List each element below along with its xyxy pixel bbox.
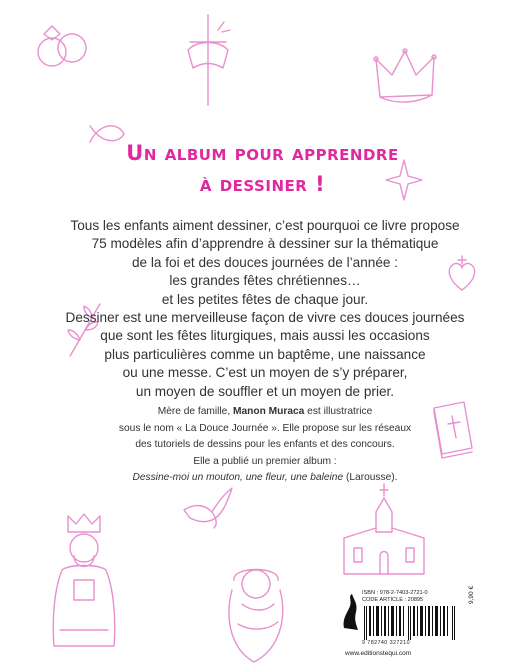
church-icon bbox=[336, 482, 432, 582]
bio-line-5 bbox=[110, 470, 420, 487]
description-line: et les petites fêtes de chaque jour. bbox=[161, 291, 369, 307]
bible-icon bbox=[428, 398, 478, 460]
cross-with-drape-icon bbox=[178, 10, 238, 110]
publisher-logo-icon bbox=[340, 592, 360, 632]
author-name: Manon Muraca bbox=[233, 406, 305, 417]
album-title: Dessine-moi un mouton, une fleur, une baleine bbox=[132, 472, 344, 484]
bio-intro: Mère de famille, bbox=[157, 406, 234, 417]
description-line: 75 modèles afin d’apprendre à dessiner sur la thématique bbox=[91, 236, 439, 252]
bio-line-1 bbox=[110, 404, 420, 421]
book-description bbox=[60, 217, 470, 401]
author-bio bbox=[110, 404, 420, 487]
description-line: plus particulières comme un baptême, une naissance bbox=[104, 346, 426, 362]
bio-role: est illustratrice bbox=[304, 406, 373, 417]
barcode-digits: 9 782740 327210 bbox=[362, 640, 410, 646]
bio-line-3: des tutoriels de dessins pour les enfants et des concours. bbox=[135, 439, 395, 451]
isbn-block bbox=[340, 585, 490, 648]
album-publisher: (Larousse). bbox=[343, 472, 398, 484]
description-line: les grandes fêtes chrétiennes… bbox=[169, 273, 361, 289]
description-line: de la foi et des douces journées de l’année : bbox=[131, 254, 399, 270]
saint-king-icon bbox=[44, 510, 124, 650]
description-line: Dessiner est une merveilleuse façon de vivre ces douces journées bbox=[65, 310, 465, 326]
headline-line-2: à dessiner ! bbox=[199, 172, 326, 196]
crown-icon bbox=[372, 45, 442, 110]
description-line: un moyen de souffler et un moyen de prier. bbox=[135, 383, 395, 399]
swaddled-baby-icon bbox=[218, 560, 294, 665]
bio-line-4: Elle a publié un premier album : bbox=[193, 455, 337, 467]
description-line: que sont les fêtes liturgiques, mais aussi les occasions bbox=[100, 328, 430, 344]
publisher-website: www.editionstequi.com bbox=[345, 650, 412, 657]
isbn-number: ISBN : 978-2-7403-2721-0 bbox=[362, 590, 428, 596]
description-line: ou une messe. C’est un moyen de s’y préparer, bbox=[122, 365, 408, 381]
barcode bbox=[362, 606, 458, 640]
price-label: 9,90 € bbox=[468, 585, 475, 604]
wedding-rings-icon bbox=[30, 22, 100, 72]
article-code: CODE ARTICLE : 20895 bbox=[362, 597, 424, 603]
bio-line-2: sous le nom « La Douce Journée ». Elle propose sur les réseaux bbox=[118, 422, 412, 434]
headline bbox=[0, 138, 525, 200]
headline-line-1: Un album pour apprendre bbox=[126, 141, 399, 165]
description-line: Tous les enfants aiment dessiner, c’est pourquoi ce livre propose bbox=[70, 218, 460, 233]
isbn-text bbox=[362, 590, 428, 604]
dove-icon bbox=[178, 482, 238, 532]
